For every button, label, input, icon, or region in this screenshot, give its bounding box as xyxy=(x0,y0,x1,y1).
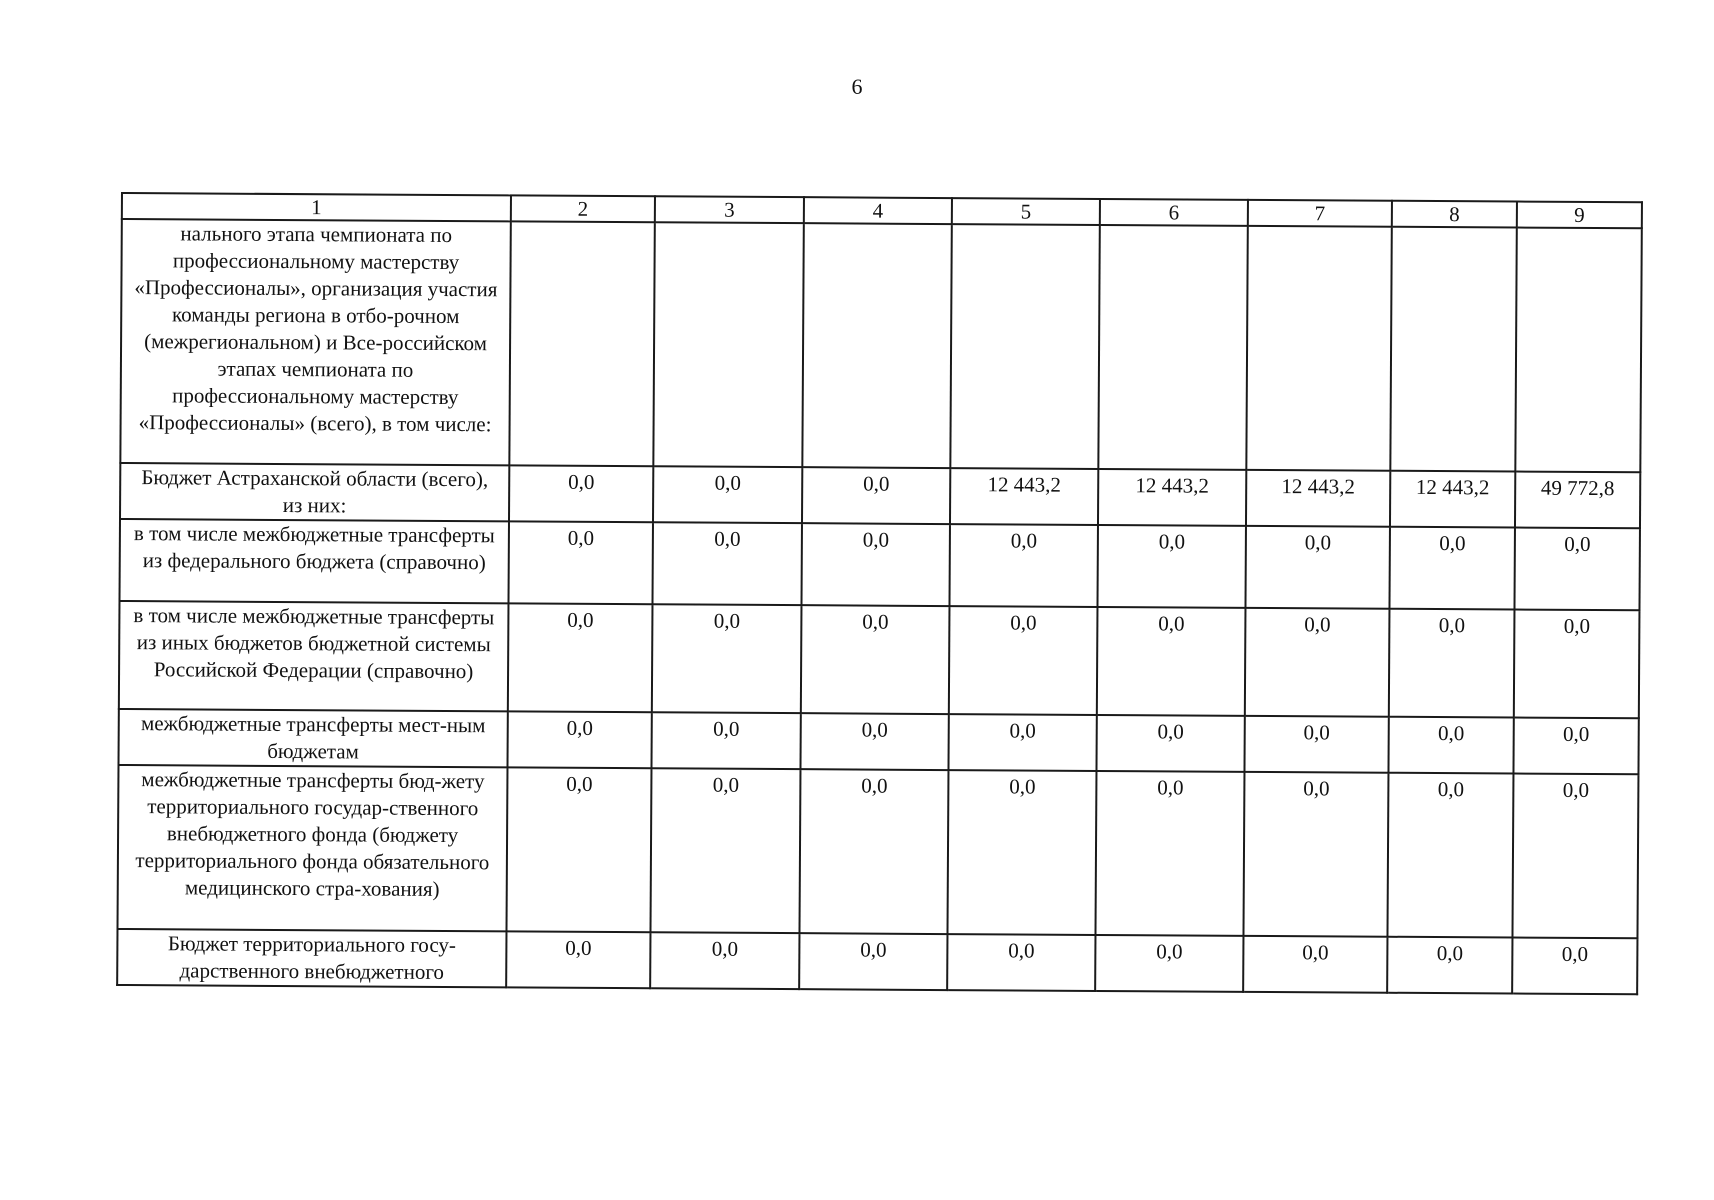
table-cell xyxy=(1246,226,1391,471)
row-label: в том числе межбюджетные трансферты из федерального бюджета (справочно) xyxy=(120,519,509,603)
column-header: 1 xyxy=(122,193,511,221)
column-header: 5 xyxy=(952,198,1100,225)
table-cell: 0,0 xyxy=(799,769,948,934)
table-row xyxy=(120,463,1640,528)
table-cell: 0,0 xyxy=(947,770,1096,935)
table-cell: 12 443,2 xyxy=(1098,469,1246,526)
table-cell: 0,0 xyxy=(801,605,950,714)
table-cell: 0,0 xyxy=(1512,938,1637,995)
row-label: нального этапа чемпионата по профессиональному мастерству «Профессионалы», организация участия команды региона в отбо-рочном (межрегиональном) и Все-российском этапах чемпионата по профессиональному мастерству «Профессионалы» (всего), в том числе: xyxy=(120,219,510,465)
table-row xyxy=(119,601,1640,718)
row-label: Бюджет Астраханской области (всего), из них: xyxy=(120,463,509,521)
table-row xyxy=(117,929,1637,994)
table-cell: 0,0 xyxy=(1513,718,1638,775)
column-header: 7 xyxy=(1248,200,1392,227)
table-cell: 0,0 xyxy=(508,521,652,604)
table-cell xyxy=(1390,227,1516,472)
table-cell: 0,0 xyxy=(799,933,947,990)
table-cell: 0,0 xyxy=(1095,771,1244,936)
budget-table xyxy=(116,192,1643,995)
table-cell: 12 443,2 xyxy=(1246,470,1390,527)
row-label: в том числе межбюджетные трансферты из иных бюджетов бюджетной системы Российской Федерации (справочно) xyxy=(119,601,509,711)
column-header: 4 xyxy=(804,197,952,224)
table-cell: 0,0 xyxy=(1389,609,1515,718)
table-cell: 0,0 xyxy=(949,606,1098,715)
table-cell: 0,0 xyxy=(506,767,651,932)
table-cell xyxy=(1098,225,1247,470)
row-label: Бюджет территориального госу-дарственного внебюджетного xyxy=(117,929,506,987)
table-cell: 0,0 xyxy=(947,934,1095,991)
row-label: межбюджетные трансферты мест-ным бюджетам xyxy=(118,709,507,767)
table-cell: 0,0 xyxy=(1245,608,1390,717)
table-row xyxy=(120,219,1641,472)
column-header: 6 xyxy=(1100,199,1248,226)
table-cell: 0,0 xyxy=(1387,773,1513,938)
column-header: 2 xyxy=(511,195,655,222)
table-row xyxy=(120,519,1640,610)
table-cell: 0,0 xyxy=(1097,607,1246,716)
table-cell xyxy=(802,223,951,468)
table-cell: 49 772,8 xyxy=(1515,472,1640,529)
column-header: 3 xyxy=(655,196,804,223)
table-cell: 0,0 xyxy=(1387,937,1512,994)
table-cell: 0,0 xyxy=(1389,527,1514,610)
table-cell xyxy=(653,222,803,467)
table-cell xyxy=(1515,228,1641,473)
table-cell: 0,0 xyxy=(1512,774,1638,939)
table-cell: 0,0 xyxy=(802,467,950,524)
table-cell: 0,0 xyxy=(650,932,799,989)
table-cell: 12 443,2 xyxy=(950,468,1098,525)
table-cell: 0,0 xyxy=(1244,716,1388,773)
table-cell: 0,0 xyxy=(652,522,801,605)
table-cell: 0,0 xyxy=(650,768,800,933)
table-cell: 0,0 xyxy=(506,931,650,988)
table-cell: 0,0 xyxy=(507,711,651,768)
table-cell: 0,0 xyxy=(1243,772,1388,937)
table-cell: 0,0 xyxy=(508,603,653,712)
table-cell: 0,0 xyxy=(1514,528,1639,611)
table-cell: 0,0 xyxy=(652,604,802,713)
table-cell: 0,0 xyxy=(653,466,802,523)
table-cell: 0,0 xyxy=(1388,717,1513,774)
table-cell: 0,0 xyxy=(1514,610,1640,719)
table-cell: 0,0 xyxy=(1245,526,1389,609)
column-header: 9 xyxy=(1517,202,1642,229)
table-row xyxy=(117,765,1638,938)
table-cell: 0,0 xyxy=(1097,525,1245,608)
table-cell: 0,0 xyxy=(1243,936,1387,993)
table-cell: 0,0 xyxy=(1096,715,1244,772)
table-cell xyxy=(950,224,1099,469)
row-label: межбюджетные трансферты бюд-жету территориального государ-ственного внебюджетного фонда (бюджету территориального фонда обязательного медицинского стра-хования) xyxy=(117,765,507,931)
table-row xyxy=(118,709,1638,774)
table-cell: 12 443,2 xyxy=(1390,471,1515,528)
table-cell: 0,0 xyxy=(948,714,1096,771)
table-cell: 0,0 xyxy=(651,712,800,769)
table-cell xyxy=(509,221,654,466)
table-cell: 0,0 xyxy=(801,523,949,606)
column-header: 8 xyxy=(1392,201,1517,228)
table-cell: 0,0 xyxy=(509,465,653,522)
table-cell: 0,0 xyxy=(949,524,1097,607)
page-number: 6 xyxy=(851,74,863,99)
table-cell: 0,0 xyxy=(800,713,948,770)
table-cell: 0,0 xyxy=(1095,935,1243,992)
